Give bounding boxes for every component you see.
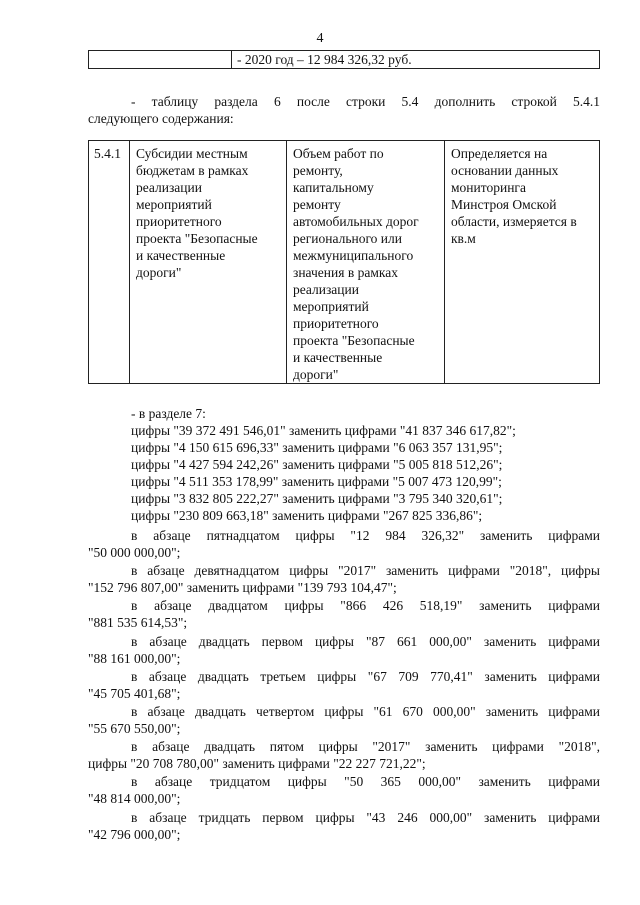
cell-text-line: приоритетного [136,214,222,229]
replacement-line: цифры "230 809 663,18" заменить цифрами "267 825 336,86"; [131,508,483,523]
cell-text-line: Объем работ по [293,146,384,161]
table-cell-divider [231,51,232,68]
cell-text-line: мероприятий [293,299,369,314]
cell-text-line: бюджетам в рамках [136,163,249,178]
cell-text-line: и качественные [293,350,383,365]
cell-text-line: дороги" [136,265,182,280]
replacement-line: цифры "39 372 491 546,01" заменить цифрами "41 837 346 617,82"; [131,423,516,438]
paragraph-line: в абзаце тридцатом цифры "50 365 000,00" заменить цифрами [131,774,600,790]
replacement-line: цифры "4 427 594 242,26" заменить цифрами "5 005 818 512,26"; [131,457,503,472]
cell-text-line: кв.м [451,231,476,246]
paragraph-line: в абзаце двадцатом цифры "866 426 518,19" заменить цифрами [131,598,600,614]
page-number: 4 [316,31,324,46]
paragraph-line: "50 000 000,00"; [88,545,181,560]
cell-text-line: межмуниципального [293,248,414,263]
intro-line-1: - таблицу раздела 6 после строки 5.4 дополнить строкой 5.4.1 [131,94,600,109]
paragraph-line: в абзаце девятнадцатом цифры "2017" заменить цифрами "2018", цифры [131,563,600,579]
paragraph-line: в абзаце двадцать третьем цифры "67 709 770,41" заменить цифрами [131,668,600,684]
cell-text-line: проекта "Безопасные [293,333,415,348]
paragraph-line: "42 796 000,00"; [88,826,181,842]
paragraph-line: цифры "20 708 780,00" заменить цифрами "22 227 721,22"; [88,756,426,772]
cell-text-line: реализации [293,282,359,297]
paragraph-line: "55 670 550,00"; [88,721,181,736]
row-number-cell [94,145,121,162]
cell-text-line: и качественные [136,248,226,263]
paragraph-line: в абзаце двадцать первом цифры "87 661 000,00" заменить цифрами [131,633,600,649]
cell-text-line: ремонту [293,197,341,212]
paragraph-line: в абзаце двадцать пятом цифры "2017" заменить цифрами "2018", [131,739,600,755]
paragraph-line: "45 705 401,68"; [88,685,181,701]
top-table-row [88,50,600,69]
paragraph-line: в абзаце пятнадцатом цифры "12 984 326,32" заменить цифрами [131,528,600,543]
cell-text-line: Минстроя Омской [451,197,557,212]
replacement-line: цифры "3 832 805 222,27" заменить цифрами "3 795 340 320,61"; [131,491,503,506]
cell-text-line: основании данных [451,163,559,178]
cell-text-line: мероприятий [136,197,212,212]
cell-text-line: регионального или [293,231,402,246]
cell-text-line: мониторинга [451,180,526,195]
cell-text-line: значения в рамках [293,265,398,280]
year-amount-text: - 2020 год – 12 984 326,32 руб. [237,52,412,67]
indicator-name-cell [136,145,258,281]
section7-heading: - в разделе 7: [131,406,206,421]
paragraph-line: "881 535 614,53"; [88,615,188,631]
amendment-table [88,140,600,384]
cell-text-line: ремонту, [293,163,343,178]
column-divider [444,141,445,383]
paragraph-line: "48 814 000,00"; [88,791,181,807]
intro-line-2: следующего содержания: [88,111,234,126]
cell-text-line: области, измеряется в [451,214,577,229]
cell-text-line: проекта "Безопасные [136,231,258,246]
cell-text-line: Определяется на [451,146,548,161]
paragraph-line: в абзаце двадцать четвертом цифры "61 670 000,00" заменить цифрами [131,704,600,719]
replacement-line: цифры "4 150 615 696,33" заменить цифрами "6 063 357 131,95"; [131,440,503,455]
indicator-description-cell [293,145,419,383]
cell-text-line: дороги" [293,367,339,382]
paragraph-line: "88 161 000,00"; [88,650,181,666]
row-number: 5.4.1 [94,146,121,161]
replacement-line: цифры "4 511 353 178,99" заменить цифрами "5 007 473 120,99"; [131,474,502,489]
column-divider [129,141,130,383]
indicator-method-cell [451,145,577,247]
cell-text-line: приоритетного [293,316,379,331]
paragraph-line: в абзаце тридцать первом цифры "43 246 000,00" заменить цифрами [131,809,600,825]
cell-text-line: капитальному [293,180,374,195]
paragraph-line: "152 796 807,00" заменить цифрами "139 793 104,47"; [88,580,397,596]
cell-text-line: реализации [136,180,202,195]
cell-text-line: автомобильных дорог [293,214,419,229]
column-divider [286,141,287,383]
cell-text-line: Субсидии местным [136,146,248,161]
